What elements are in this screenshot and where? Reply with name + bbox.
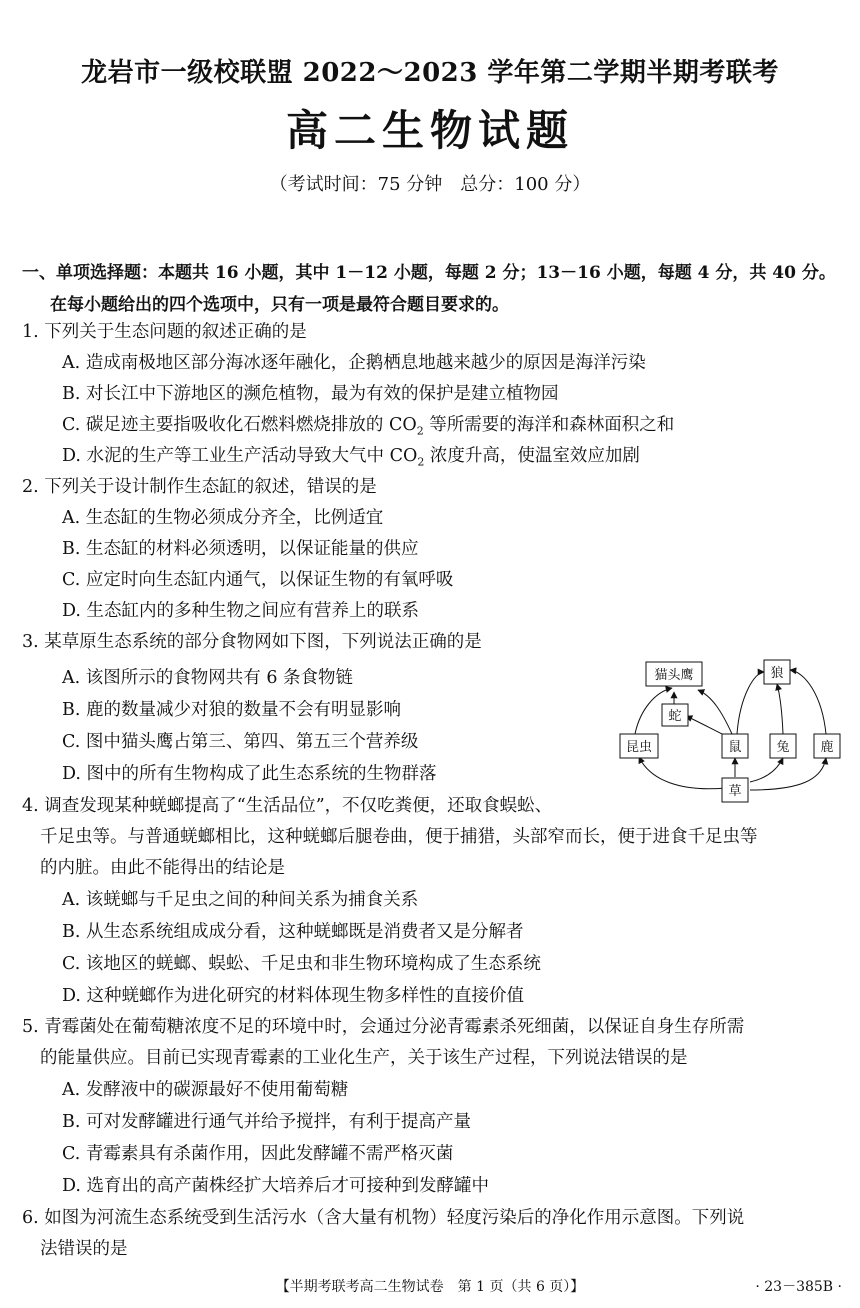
question-3-option-b: B. 鹿的数量减少对狼的数量不会有明显影响 <box>62 700 401 720</box>
question-4-stem-cont: 千足虫等。与普通蜣螂相比，这种蜣螂后腿卷曲，便于捕猎，头部窄而长，便于进食千足虫等 <box>40 827 758 847</box>
paper-code: · 23－385B · <box>755 1279 842 1295</box>
question-5-option-b: B. 可对发酵罐进行通气并给予搅拌，有利于提高产量 <box>62 1112 471 1132</box>
question-3-option-d: D. 图中的所有生物构成了此生态系统的生物群落 <box>62 764 437 784</box>
question-4-stem-end: 的内脏。由此不能得出的结论是 <box>40 858 285 878</box>
subscript: 2 <box>416 424 424 438</box>
question-2-option-c: C. 应定时向生态缸内通气，以保证生物的有氧呼吸 <box>62 570 454 590</box>
option-c-text-end: 等所需要的海洋和森林面积之和 <box>423 415 675 435</box>
question-5-option-a: A. 发酵液中的碳源最好不使用葡萄糖 <box>62 1080 349 1100</box>
arrow-grass-rabbit <box>750 758 783 782</box>
arrow-grass-deer <box>750 758 826 790</box>
exam-title: 高二生物试题 <box>285 106 574 155</box>
question-3-option-a: A. 该图所示的食物网共有 6 条食物链 <box>62 668 354 688</box>
arrow-rabbit-wolf <box>777 684 783 734</box>
question-4-option-c: C. 该地区的蜣螂、蜈蚣、千足虫和非生物环境构成了生态系统 <box>62 954 541 974</box>
question-2-option-a: A. 生态缸的生物必须成分齐全，比例适宜 <box>62 508 384 528</box>
question-2-option-d: D. 生态缸内的多种生物之间应有营养上的联系 <box>62 601 420 621</box>
node-wolf: 狼 <box>770 666 784 681</box>
question-5-stem: 5. 青霉菌处在葡萄糖浓度不足的环境中时，会通过分泌青霉素杀死细菌，以保证自身生存所需 <box>22 1017 745 1037</box>
question-1-option-b: B. 对长江中下游地区的濒危植物，最为有效的保护是建立植物园 <box>62 384 559 404</box>
node-grass: 草 <box>728 784 742 799</box>
arrow-mouse-owl <box>698 690 732 734</box>
node-mouse: 鼠 <box>728 740 742 755</box>
exam-meta: （考试时间：75 分钟 总分：100 分） <box>269 174 591 195</box>
question-1-option-c <box>62 411 674 438</box>
exam-header-line: 龙岩市一级校联盟 2022～2023 学年第二学期半期考联考 <box>81 58 779 88</box>
question-5-stem-cont: 的能量供应。目前已实现青霉素的工业化生产，关于该生产过程，下列说法错误的是 <box>40 1048 688 1068</box>
question-1-stem: 1. 下列关于生态问题的叙述正确的是 <box>22 322 307 342</box>
question-3-stem: 3. 某草原生态系统的部分食物网如下图，下列说法正确的是 <box>22 632 482 652</box>
node-owl: 猫头鹰 <box>654 668 694 683</box>
question-4-option-d: D. 这种蜣螂作为进化研究的材料体现生物多样性的直接价值 <box>62 986 525 1006</box>
question-1-option-a: A. 造成南极地区部分海冰逐年融化，企鹅栖息地越来越少的原因是海洋污染 <box>62 353 646 373</box>
arrow-deer-wolf <box>790 670 826 734</box>
question-4-option-b: B. 从生态系统组成成分看，这种蜣螂既是消费者又是分解者 <box>62 922 524 942</box>
option-d-text-end: 浓度升高，使温室效应加剧 <box>424 446 640 466</box>
section-instruction: 一、单项选择题：本题共 16 小题，其中 1－12 小题，每题 2 分；13－16 小题，每题 4 分，共 40 分。 <box>22 263 836 283</box>
page-footer: 【半期考联考高二生物试卷 第 1 页（共 6 页）】 <box>275 1279 585 1295</box>
arrow-grass-insect <box>639 757 726 789</box>
question-6-stem: 6. 如图为河流生态系统受到生活污水（含大量有机物）轻度污染后的净化作用示意图。下列说 <box>22 1208 745 1228</box>
node-snake: 蛇 <box>668 709 682 724</box>
node-deer: 鹿 <box>820 740 834 755</box>
question-2-stem: 2. 下列关于设计制作生态缸的叙述，错误的是 <box>22 477 377 497</box>
node-insect: 昆虫 <box>625 740 653 755</box>
question-4-option-a: A. 该蜣螂与千足虫之间的种间关系为捕食关系 <box>62 890 419 910</box>
question-3-option-c: C. 图中猫头鹰占第三、第四、第五三个营养级 <box>62 732 419 752</box>
subscript: 2 <box>417 455 425 469</box>
food-web-diagram <box>600 650 850 810</box>
option-c-text: C. 碳足迹主要指吸收化石燃料燃烧排放的 CO <box>62 415 417 435</box>
question-6-stem-cont: 法错误的是 <box>40 1239 128 1259</box>
question-5-option-c: C. 青霉素具有杀菌作用，因此发酵罐不需严格灭菌 <box>62 1144 454 1164</box>
question-2-option-b: B. 生态缸的材料必须透明，以保证能量的供应 <box>62 539 419 559</box>
option-d-text: D. 水泥的生产等工业生产活动导致大气中 CO <box>62 446 418 466</box>
question-4-stem: 4. 调查发现某种蜣螂提高了“生活品位”，不仅吃粪便，还取食蜈蚣、 <box>22 796 553 816</box>
section-instruction-cont: 在每小题给出的四个选项中，只有一项是最符合题目要求的。 <box>50 295 509 315</box>
question-5-option-d: D. 选育出的高产菌株经扩大培养后才可接种到发酵罐中 <box>62 1176 490 1196</box>
node-rabbit: 兔 <box>776 740 790 755</box>
arrow-mouse-wolf <box>737 672 764 734</box>
question-1-option-d <box>62 442 640 469</box>
